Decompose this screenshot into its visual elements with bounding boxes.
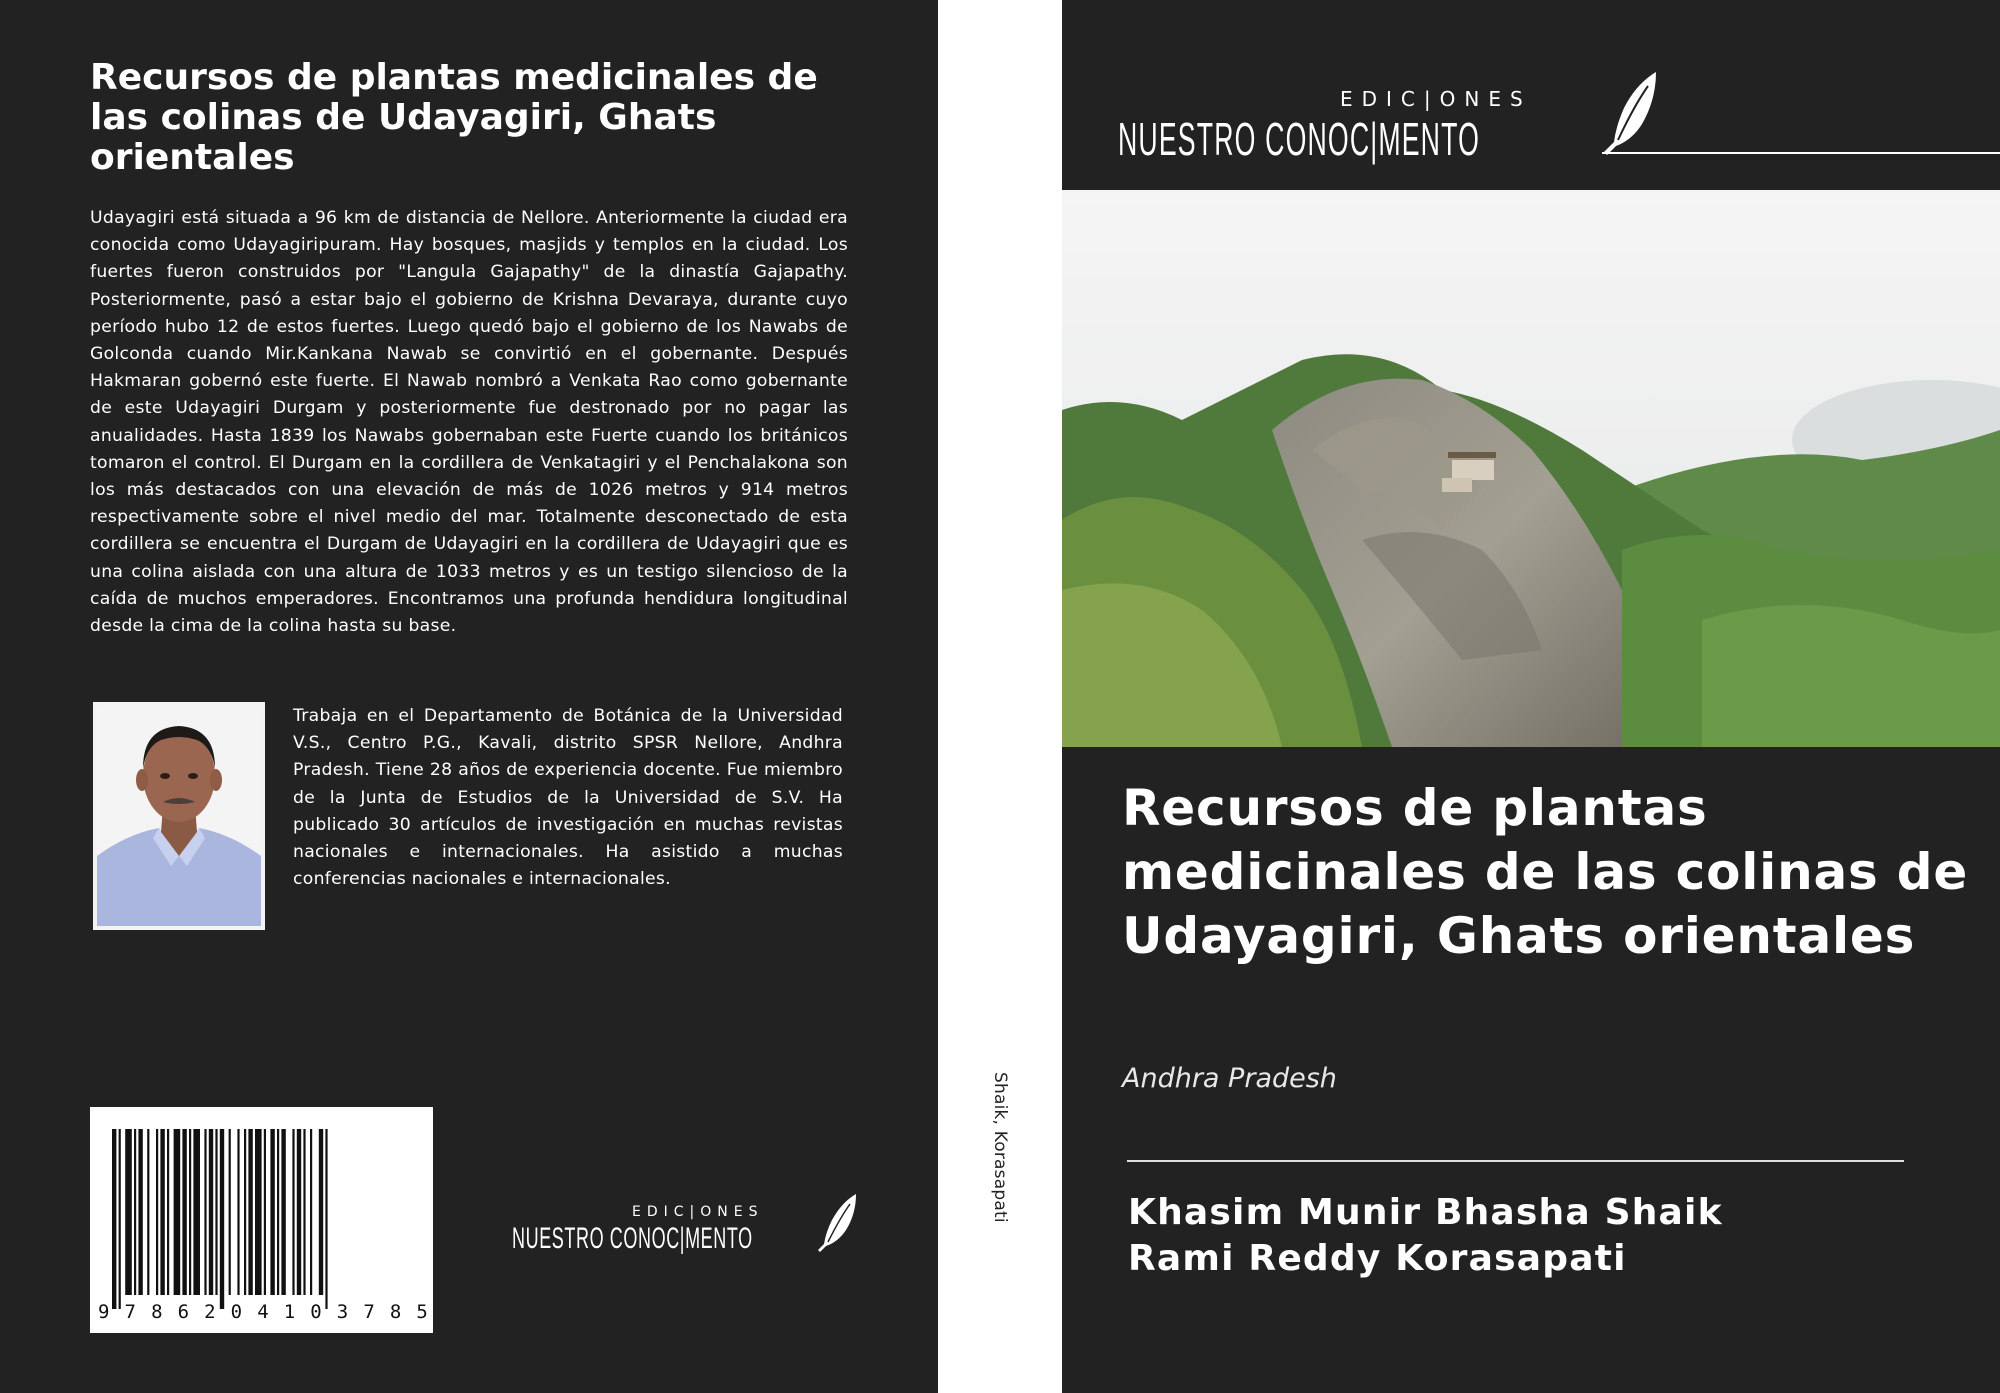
barcode-bar [215,1129,217,1295]
barcode-bar [167,1129,169,1295]
barcode-bar [174,1129,181,1295]
quill-pen-icon [812,1192,860,1256]
barcode-bar [125,1129,132,1295]
barcode-bar [310,1129,312,1295]
mountain-landscape-image [1062,190,2000,747]
publisher-main-word: NUESTRO CONOC|MENTO [512,1222,753,1255]
barcode-bar [147,1129,149,1295]
barcode-bar [220,1129,224,1309]
barcode-bar [160,1129,164,1295]
barcode-bar [204,1129,206,1295]
author-bio: Trabaja en el Departamento de Botánica de la Universidad V.S., Centro P.G., Kavali, distrito SPSR Nellore, Andhra Pradesh. Tiene 28 años de experiencia docente. Fue miembro de la Junta de Estudios de la Universidad de S.V. Ha publicado 30 artículos de investigación en muchas revistas nacionales e internacionales. Ha asistido a muchas conferencias nacionales e internacionales. [293,706,843,890]
publisher-underline [1602,152,2000,154]
front-cover-authors [1128,1190,1723,1282]
author-name: Rami Reddy Korasapati [1128,1238,1627,1279]
isbn-digit: 8 [151,1301,163,1323]
isbn-digit: 6 [177,1301,190,1323]
barcode-bar [319,1129,323,1295]
isbn-digit: 8 [389,1301,402,1323]
front-cover-divider [1127,1160,1904,1162]
author-photo [93,702,265,930]
isbn-barcode [90,1107,433,1333]
quill-pen-icon [1596,70,1660,160]
barcode-bar [134,1129,136,1295]
front-cover-subtitle: Andhra Pradesh [1122,1063,1337,1094]
barcode-bar [189,1129,191,1295]
barcode-bar [156,1129,158,1295]
isbn-digit: 2 [204,1301,216,1323]
barcode-bar [281,1129,285,1295]
publisher-logo-back [512,1190,862,1260]
isbn-digit: 7 [124,1301,136,1323]
isbn-digit: 4 [257,1301,269,1323]
publisher-logo-front [1118,66,1998,166]
barcode-bar [325,1129,327,1309]
barcode-bars [90,1107,433,1333]
barcode-bar [270,1129,274,1295]
back-cover-blurb: Udayagiri está situada a 96 km de distancia de Nellore. Anteriormente la ciudad era conocida como Udayagiripuram. Hay bosques, masjids y templos en la ciudad. Los fuertes fueron construidos por "Langula Gajapathy" de la dinastía Gajapathy. Posteriormente, pasó a estar bajo el gobierno de Krishna Devaraya, durante cuyo período hubo 12 de estos fuertes. Luego quedó bajo el gobierno de los Nawabs de Golconda cuando Mir.Kankana Nawab se convirtió en el gobernante. Después Hakmaran gobernó este fuerte. El Nawab nombró a Venkata Rao como gobernante de este Udayagiri Durgam y posteriormente fue destronado por no pagar las anualidades. Hasta 1839 los Nawabs gobernaban este Fuerte cuando los británicos tomaron el control. El Durgam en la cordillera de Venkatagiri y el Penchalakona son los más destacados con una elevación de más de 1026 metros y 914 metros respectivamente sobre el nivel medio del mar. Totalmente desconectado de esta cordillera se encuentra el Durgam de Udayagiri en la cordillera de Udayagiri que es una colina aislada con una altura de 1033 metros y es un testigo silencioso de la caída de muchos emperadores. Encontramos una profunda hendidura longitudinal desde la cima de la colina hasta su base. [90,208,848,637]
barcode-bar [237,1129,239,1295]
back-cover [0,0,938,1393]
barcode-bar [112,1129,116,1309]
isbn-digit: 7 [363,1301,375,1323]
barcode-bar [182,1129,186,1295]
barcode-bar [255,1129,262,1295]
isbn-digit: 1 [283,1301,296,1323]
cover-photo-mountain [1062,190,2000,747]
publisher-main-word: NUESTRO CONOC|MENTO [1118,113,1480,165]
author-name: Khasim Munir Bhasha Shaik [1128,1192,1723,1233]
barcode-bar [277,1129,279,1295]
barcode-bar [229,1129,231,1295]
barcode-bar [292,1129,294,1295]
barcode-bar [303,1129,305,1295]
front-cover-title: Recursos de plantas medicinales de las colinas de Udayagiri, Ghats orientales [1122,779,1969,965]
isbn-digit: 5 [416,1301,428,1323]
barcode-bar [248,1129,252,1295]
isbn-digits [98,1301,428,1323]
barcode-bar [297,1129,301,1295]
front-cover [1062,0,2000,1393]
back-cover-title: Recursos de plantas medicinales de las colinas de Udayagiri, Ghats orientales [90,57,818,178]
barcode-bar [119,1129,121,1309]
barcode-bar [138,1129,142,1295]
isbn-digit: 0 [230,1301,243,1323]
isbn-digit: 3 [336,1301,349,1323]
publisher-top-word: EDIC|ONES [632,1204,764,1220]
isbn-digit: 0 [310,1301,322,1323]
barcode-bar [209,1129,213,1295]
isbn-digit: 9 [98,1301,110,1323]
barcode-bar [193,1129,200,1295]
spine-authors: Shaik, Korasapati [990,1072,1010,1223]
barcode-bar [244,1129,246,1295]
author-portrait-image [97,706,261,926]
barcode-bar [264,1129,266,1295]
publisher-top-word: EDIC|ONES [1340,87,1532,111]
